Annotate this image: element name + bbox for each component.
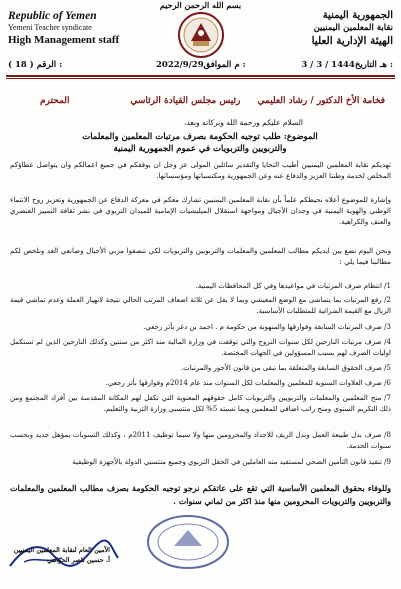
header-divider: [6, 75, 395, 77]
addressee-name: فخامة الأخ الدكتور / رشاد العليمي: [257, 96, 385, 106]
basmala: بسم الله الرحمن الرحيم: [159, 0, 242, 10]
header-en-line3: High Management staff: [8, 34, 120, 46]
header-en-line2: Yemeni Teacher syndicate: [8, 23, 92, 32]
addressee-honorific: المحترم: [40, 96, 70, 106]
subject-line2: والتربويين والتربويات في عموم الجمهورية اليمنية: [113, 144, 287, 154]
paragraph-1: تهديكم نقابة المعلمين اليمنيين أطيب التحايا والتقدير سائلين المولى عز وجل ان يوفقكم في جميع اعمالكم وان يتواصل عطاؤكم المخلص لخدمة وطننا العزيز والدفاع عنه وعن الجمهورية ومكتسباتها ومؤسساتها.: [10, 160, 391, 181]
header-ar-line2: نقابة المعلمين اليمنيين: [313, 23, 393, 33]
signatory-role: الأمين العام لنقابة المعلمين اليمنيين: [13, 546, 110, 554]
header-divider-thin: [6, 78, 395, 79]
addressee: [40, 96, 385, 106]
demand-item: 7/ منح المعلمين والمعلمات والتربويين والتربويات كامل حقوقهم المعنوية التي تكفل لهم المكانة المقدسة بين أفراد المجتمع ومن ذلك التكريم السنوي ومنح راتب اضافي للمعلمين وبما نسبته 5% لكل منتسبي وزارة التربية والتعليم.: [10, 394, 391, 414]
ref-corresponding: 2022/9/29م الموافق :: [156, 60, 246, 70]
header-english: [8, 10, 138, 46]
signatory-name: أ. حسين ناصر الحوانتي: [47, 556, 110, 564]
demand-item: 3/ صرف المرتبات السابقة وفوارقها والمنهوبة من حكومة م . احمد بن دغر بأثر رجعي.: [143, 323, 391, 331]
subject: [20, 131, 380, 155]
demand-item: 8/ صرف بدل طبيعة العمل وبدل الريف للاجداد والمحرومين منها ولا سيما توظيف 2011م ، وكذلك التسويات بمؤهل جديد وبحسب سنوات الخدمة.: [10, 431, 391, 451]
closing-paragraph: وللوفاء بحقوق المعلمين الأساسية التي تقع على عاتقكم نرجو توجيه الحكومة بصرف مطالب المعلمين والمعلمات والتربويين والتربويات المحرومين منها منذ اكثر من ثماني سنوات .: [10, 483, 391, 506]
demand-item: 6/ صرف العلاوات السنوية للمعلمين والمعلمات لكل السنوات منذ عام 2014م وفوارقها بأثر رجعي.: [105, 379, 391, 387]
ref-number: ( 18 ) الرقم :: [8, 60, 63, 70]
ref-date: 3 / 3 / 1444هـ التاريخ :: [301, 60, 393, 70]
paragraph-3: ونحن اليوم نضع بين ايديكم مطالب المعلمين والمعلمات والتربويين والتربويات لكي تنصفوا مربي الأجيال وصانعي الغد ونلخص لكم مطالبنا فيما يلي :: [10, 246, 391, 267]
header-en-line1: Republic of Yemen: [8, 10, 97, 22]
demand-item: 1/ انتظام صرف المرتبات في مواعيدها وفي كل المحافظات اليمنية.: [195, 282, 391, 290]
header-ar-line1: الجمهورية اليمنية: [322, 10, 393, 21]
demand-item: 9/ تنفيذ قانون التأمين الصحي لمستفيد منه العاملين في الحقل التربوي وجميع منتسبي الدولة بالأجهزة الوظيفية: [72, 458, 391, 466]
addressee-title: رئيس مجلس القيادة الرئاسي: [130, 96, 241, 106]
demand-item: 2/ رفع المرتبات بما يتماشى مع الوضع المعيشي وبما لا يقل عن ثلاثة اضعاف المرتب الحالي نتيجة لانهيار العملة وعدم تماشي قيمة الريال مع القيمة الشرائية للمتطلبات الأساسية.: [10, 296, 391, 316]
header-arabic: [263, 10, 393, 47]
greeting: السلام عليكم ورحمة الله وبركاته وبعد،: [183, 118, 303, 127]
header-ar-line3: الهيئة الإدارية العليا: [311, 35, 393, 47]
signature-block: [10, 545, 110, 565]
syndicate-logo-icon: [177, 11, 225, 59]
official-stamp-icon: [144, 512, 232, 572]
subject-line1: الموضوع: طلب توجيه الحكومة بصرف مرتبات المعلمين والمعلمات: [82, 132, 318, 142]
demand-item: 5/ صرف الحقوق السابقة والمتعلقة بما تبقى من قانون الأجور والمرتبات.: [180, 364, 391, 372]
paragraph-2: وإشارة للموضوع أعلاه نحيطكم علماً بأن نقابة المعلمين اليمنيين تشارك معكم في معركة الدفاع عن الجمهورية وتعزيز روح الانتماء الوطني والهوية اليمنية في وجدان الأجيال ومواجهة استقلال الميليشيات الإمامية للميدان التربوي في نشر ثقافة التمييز العنصري والعنف والكراهية.: [10, 195, 391, 227]
reference-row: [8, 60, 393, 74]
demand-item: 4/ صرف مرتبات النازحين لكل سنوات النزوح والتي توقفت في وزارة المالية منذ اكثر من سنتين وكذلك النازحين الذين لم تستكمل اوليات الصرف لهم بسبب المسؤولين في الجهات المختصة.: [10, 338, 391, 358]
